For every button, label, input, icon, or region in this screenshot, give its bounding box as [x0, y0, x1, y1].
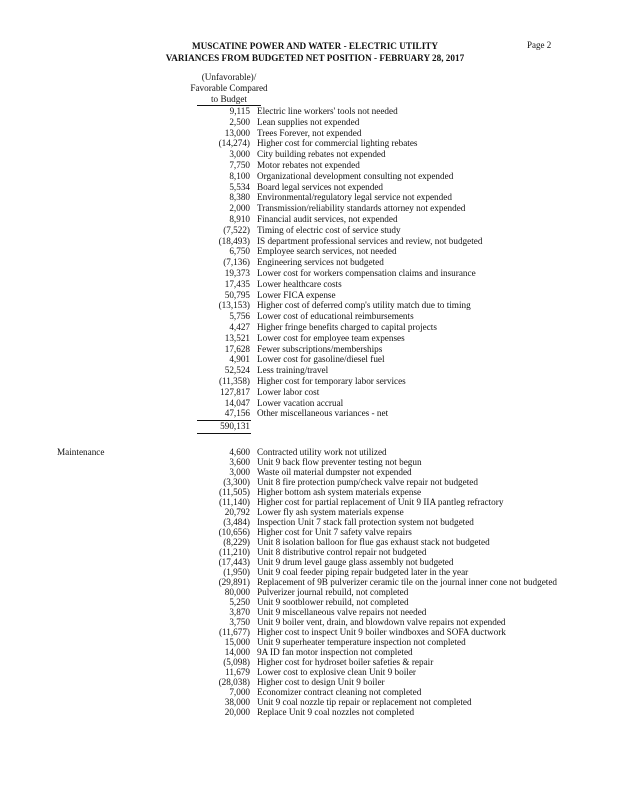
variance-description: Higher cost for temporary labor services	[257, 375, 406, 386]
variance-amount: 3,870	[229, 607, 250, 617]
variance-amount: 4,427	[229, 321, 250, 332]
variance-amount: 3,600	[229, 457, 250, 467]
variance-row	[0, 467, 618, 477]
variance-amount: 3,750	[229, 617, 250, 627]
variance-description: Higher bottom ash system materials expense	[257, 487, 422, 497]
variance-row	[0, 477, 618, 487]
variance-amount: 7,000	[229, 687, 250, 697]
variance-amount: (18,493)	[218, 235, 250, 246]
total-underline	[197, 433, 251, 434]
variance-description: Contracted utility work not utilized	[257, 447, 387, 457]
variance-row	[0, 344, 618, 355]
variance-row	[0, 677, 618, 687]
variance-description: Lower fly ash system materials expense	[257, 507, 404, 517]
variance-description: Unit 9 back flow preventer testing not begun	[257, 457, 422, 467]
variance-amount: 8,100	[229, 170, 250, 181]
variance-description: Unit 9 drum level gauge glass assembly not budgeted	[257, 557, 454, 567]
variance-description: Economizer contract cleaning not completed	[257, 687, 422, 697]
variance-row	[0, 457, 618, 467]
variance-row	[0, 225, 618, 236]
variance-amount: (11,677)	[218, 627, 250, 637]
variance-description: Organizational development consulting not expended	[257, 170, 454, 181]
variance-row	[0, 117, 618, 128]
variance-amount: 7,750	[229, 159, 250, 170]
variance-amount: (11,505)	[218, 487, 250, 497]
variance-amount: (10,656)	[218, 527, 250, 537]
variance-description: Replace Unit 9 coal nozzles not completed	[257, 707, 415, 717]
variance-amount: (7,522)	[223, 224, 250, 235]
variance-amount: (8,229)	[223, 537, 250, 547]
variance-amount: 15,000	[224, 637, 250, 647]
variance-description: Lower vacation accrual	[257, 397, 344, 408]
variance-amount: (1,950)	[223, 567, 250, 577]
variance-description: Timing of electric cost of service study	[257, 224, 401, 235]
variance-description: Lean supplies not expended	[257, 116, 360, 127]
variance-description: Higher cost for partial replacement of Unit 9 IIA pantleg refractory	[257, 497, 504, 507]
variance-row	[0, 160, 618, 171]
variance-row	[0, 487, 618, 497]
variance-description: 9A ID fan motor inspection not completed	[257, 647, 413, 657]
variance-row	[0, 398, 618, 409]
variance-description: Pulverizer journal rebuild, not completed	[257, 587, 409, 597]
variance-row	[0, 290, 618, 301]
variance-description: Fewer subscriptions/memberships	[257, 343, 383, 354]
variance-row	[0, 214, 618, 225]
variance-description: Unit 9 sootblower rebuild, not completed	[257, 597, 409, 607]
variance-description: Environmental/regulatory legal service not expended	[257, 192, 452, 203]
variance-description: Unit 9 coal nozzle tip repair or replacement not completed	[257, 697, 472, 707]
variance-row	[0, 707, 618, 717]
variance-description: Other miscellaneous variances - net	[257, 408, 389, 419]
variance-row	[0, 507, 618, 517]
column-header-line: Favorable Compared	[190, 83, 268, 93]
variance-row	[0, 577, 618, 587]
variance-amount: 3,000	[229, 149, 250, 160]
variance-row	[0, 257, 618, 268]
variance-description: Higher cost of deferred comp's utility match due to timing	[257, 300, 471, 311]
variance-description: Electric line workers' tools not needed	[257, 106, 398, 116]
variance-row	[0, 537, 618, 547]
column-header-line: (Unfavorable)/	[201, 72, 257, 82]
variance-amount: (11,140)	[218, 497, 250, 507]
variance-description: Trees Forever, not expended	[257, 127, 362, 138]
variance-description: Lower labor cost	[257, 386, 320, 397]
variance-description: Lower cost to explosive clean Unit 9 boiler	[257, 667, 416, 677]
column-header-line: to Budget	[211, 94, 247, 104]
variance-row	[0, 365, 618, 376]
variance-description: Lower cost for gasoline/diesel fuel	[257, 354, 385, 365]
variance-amount: 4,600	[229, 447, 250, 457]
section-general	[0, 106, 618, 419]
variance-description: Unit 9 miscellaneous valve repairs not needed	[257, 607, 427, 617]
variance-amount: 127,817	[220, 386, 250, 397]
variance-row	[0, 128, 618, 139]
variance-row	[0, 268, 618, 279]
variance-amount: (7,136)	[223, 257, 250, 268]
variance-description: IS department professional services and review, not budgeted	[257, 235, 483, 246]
variance-amount: 17,435	[224, 278, 250, 289]
variance-amount: (17,443)	[218, 557, 250, 567]
variance-row	[0, 138, 618, 149]
variance-amount: 17,628	[224, 343, 250, 354]
column-header	[190, 72, 268, 105]
variance-amount: 14,000	[224, 647, 250, 657]
section-label-maintenance: Maintenance	[57, 447, 105, 457]
variance-amount: 52,524	[224, 365, 250, 376]
variance-amount: (14,274)	[218, 138, 250, 149]
variance-row	[0, 203, 618, 214]
variance-amount: 3,000	[229, 467, 250, 477]
variance-amount: 19,373	[224, 267, 250, 278]
variance-row	[0, 322, 618, 333]
variance-description: Employee search services, not needed	[257, 246, 397, 257]
variance-row	[0, 587, 618, 597]
variance-amount: 38,000	[224, 697, 250, 707]
variance-description: Inspection Unit 7 stack fall protection system not budgeted	[257, 517, 474, 527]
variance-amount: 6,750	[229, 246, 250, 257]
variance-row	[0, 627, 618, 637]
variance-row	[0, 149, 618, 160]
variance-row	[0, 637, 618, 647]
variance-row	[0, 667, 618, 677]
variance-description: Higher cost to inspect Unit 9 boiler windboxes and SOFA ductwork	[257, 627, 506, 637]
variance-row	[0, 527, 618, 537]
variance-row	[0, 171, 618, 182]
variance-description: Higher cost for commercial lighting rebates	[257, 138, 418, 149]
variance-amount: 47,156	[224, 408, 250, 419]
variance-amount: 13,521	[224, 332, 250, 343]
variance-amount: (13,153)	[218, 300, 250, 311]
variance-amount: 8,910	[229, 213, 250, 224]
variance-row	[0, 192, 618, 203]
variance-description: Motor rebates not expended	[257, 159, 360, 170]
variance-description: Lower cost for employee team expenses	[257, 332, 405, 343]
variance-amount: 5,250	[229, 597, 250, 607]
variance-row	[0, 557, 618, 567]
variance-amount: (11,358)	[218, 375, 250, 386]
page-number: Page 2	[527, 40, 552, 50]
variance-row	[0, 279, 618, 290]
variance-amount: 13,000	[224, 127, 250, 138]
variance-amount: (3,300)	[223, 477, 250, 487]
variance-row	[0, 354, 618, 365]
variance-description: City building rebates not expended	[257, 149, 386, 160]
variance-description: Unit 8 distributive control repair not budgeted	[257, 547, 427, 557]
variance-description: Unit 8 fire protection pump/check valve repair not budgeted	[257, 477, 478, 487]
variance-row	[0, 236, 618, 247]
variance-amount: 5,534	[229, 181, 250, 192]
variance-description: Unit 8 isolation balloon for flue gas exhaust stack not budgeted	[257, 537, 490, 547]
variance-description: Lower cost for workers compensation claims and insurance	[257, 267, 476, 278]
variance-row	[0, 106, 618, 117]
variance-description: Lower healthcare costs	[257, 278, 342, 289]
section-maintenance	[0, 447, 618, 717]
variance-description: Lower cost of educational reimbursements	[257, 311, 414, 322]
variance-description: Unit 9 coal feeder piping repair budgeted later in the year	[257, 567, 469, 577]
variance-description: Unit 9 superheater temperature inspection not completed	[257, 637, 466, 647]
variance-description: Waste oil material dumpster not expended	[257, 467, 412, 477]
variance-amount: (5,098)	[223, 657, 250, 667]
variance-row	[0, 647, 618, 657]
variance-amount: (3,484)	[223, 517, 250, 527]
variance-row	[0, 697, 618, 707]
variance-amount: 5,756	[229, 311, 250, 322]
report-title: MUSCATINE POWER AND WATER - ELECTRIC UTILITY	[191, 41, 439, 51]
variance-description: Higher cost for Unit 7 safety valve repairs	[257, 527, 412, 537]
variance-row	[0, 517, 618, 527]
variance-row	[0, 567, 618, 577]
variance-row	[0, 376, 618, 387]
variance-description: Financial audit services, not expended	[257, 213, 398, 224]
variance-row	[0, 617, 618, 627]
variance-row	[0, 597, 618, 607]
variance-amount: 50,795	[224, 289, 250, 300]
variance-amount: 80,000	[224, 587, 250, 597]
variance-description: Unit 9 boiler vent, drain, and blowdown valve repairs not expended	[257, 617, 506, 627]
variance-amount: 8,380	[229, 192, 250, 203]
variance-row	[0, 333, 618, 344]
variance-amount: 2,500	[229, 116, 250, 127]
variance-amount: 4,901	[229, 354, 250, 365]
variance-description: Lower FICA expense	[257, 289, 336, 300]
variance-row	[0, 300, 618, 311]
report-subtitle: VARIANCES FROM BUDGETED NET POSITION - FEBRUARY 28, 2017	[165, 53, 465, 63]
variance-row	[0, 311, 618, 322]
variance-description: Higher fringe benefits charged to capital projects	[257, 321, 437, 332]
variance-row	[0, 408, 618, 419]
variance-row	[0, 182, 618, 193]
variance-row	[0, 497, 618, 507]
variance-description: Less training/travel	[257, 365, 329, 376]
variance-description: Engineering services not budgeted	[257, 257, 384, 268]
variance-amount: (28,038)	[218, 677, 250, 687]
variance-row	[0, 387, 618, 398]
variance-amount: 20,792	[224, 507, 250, 517]
variance-amount: 9,115	[229, 106, 250, 116]
variance-row	[0, 607, 618, 617]
variance-amount: (11,210)	[218, 547, 250, 557]
variance-row	[0, 657, 618, 667]
variance-amount: 11,679	[225, 667, 250, 677]
variance-description: Higher cost for hydroset boiler safeties & repair	[257, 657, 434, 667]
variance-description: Higher cost to design Unit 9 boiler	[257, 677, 385, 687]
section-total: 590,131	[220, 421, 250, 431]
variance-row	[0, 547, 618, 557]
variance-description: Replacement of 9B pulverizer ceramic tile on the journal inner cone not budgeted	[257, 577, 558, 587]
variance-amount: 20,000	[224, 707, 250, 717]
variance-row	[0, 447, 618, 457]
variance-description: Board legal services not expended	[257, 181, 384, 192]
variance-row	[0, 687, 618, 697]
variance-description: Transmission/reliability standards attorney not expended	[257, 203, 466, 214]
variance-amount: 14,047	[224, 397, 250, 408]
variance-amount: (29,891)	[218, 577, 250, 587]
variance-row	[0, 246, 618, 257]
variance-amount: 2,000	[229, 203, 250, 214]
